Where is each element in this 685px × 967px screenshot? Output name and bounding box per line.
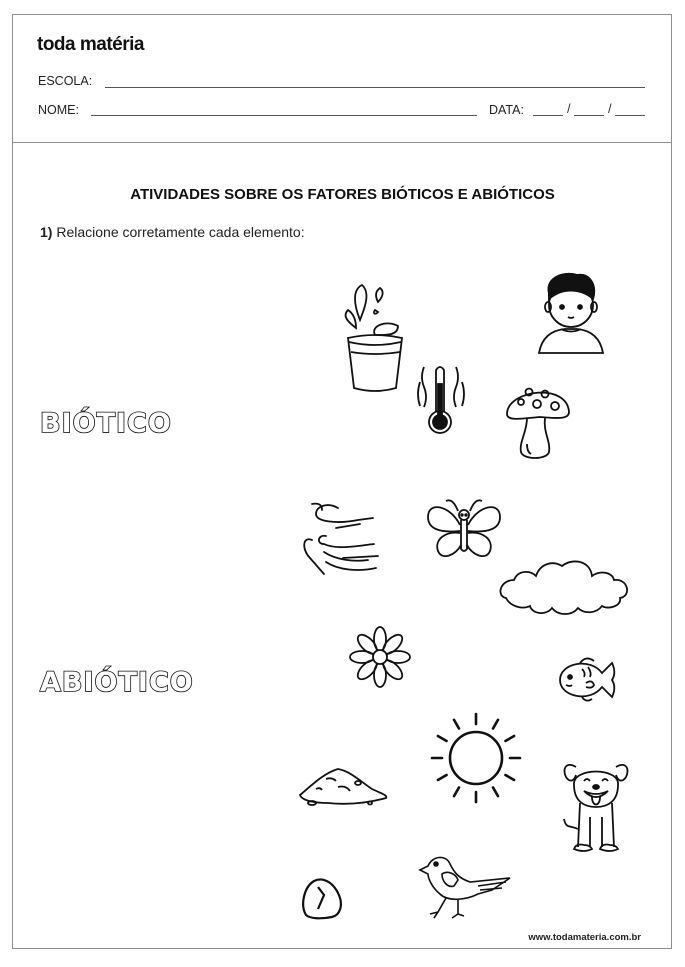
header-divider (12, 142, 672, 143)
soil-pile-icon (298, 765, 390, 810)
date-label: DATA: (489, 103, 524, 117)
name-label: NOME: (38, 103, 79, 117)
date-separator: / (567, 101, 571, 116)
mushroom-icon (505, 382, 575, 462)
date-year-line[interactable] (615, 115, 645, 116)
glass-of-water-icon (340, 280, 410, 395)
question-number: 1) (40, 224, 53, 240)
bird-icon (418, 850, 523, 922)
date-month-line[interactable] (574, 115, 604, 116)
sun-icon (430, 712, 522, 804)
school-input-line[interactable] (105, 87, 645, 88)
dog-icon (562, 757, 630, 859)
date-day-line[interactable] (533, 115, 563, 116)
wind-icon (298, 500, 393, 580)
brand-logo: toda matéria (37, 34, 144, 55)
date-separator: / (608, 101, 612, 116)
footer-url[interactable]: www.todamateria.com.br (528, 932, 641, 943)
category-biotic: BIÓTICO (40, 408, 172, 439)
flower-icon (348, 625, 412, 689)
question-text: Relacione corretamente cada elemento: (56, 224, 305, 240)
thermometer-icon (418, 362, 470, 437)
butterfly-icon (426, 497, 502, 563)
name-input-line[interactable] (91, 115, 477, 116)
rock-icon (300, 877, 344, 921)
boy-icon (535, 271, 607, 356)
question-1 (40, 224, 305, 240)
school-label: ESCOLA: (38, 74, 93, 88)
fish-icon (556, 655, 628, 705)
cloud-icon (496, 556, 631, 618)
category-abiotic: ABIÓTICO (40, 667, 194, 698)
worksheet-title: ATIVIDADES SOBRE OS FATORES BIÓTICOS E ABIÓTICOS (130, 186, 555, 203)
